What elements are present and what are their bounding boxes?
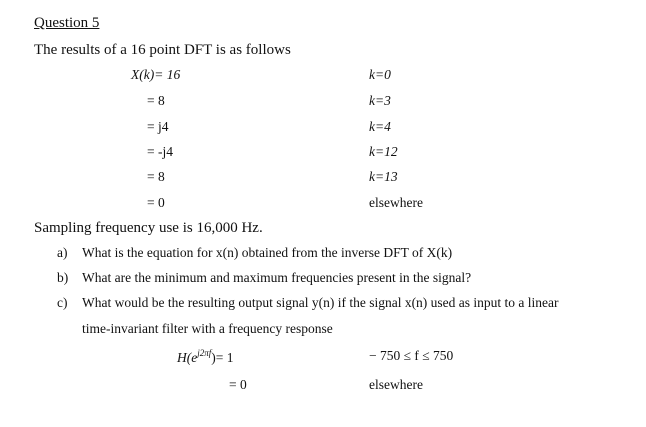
filter-response-lhs [177,349,234,365]
sampling-note: Sampling frequency use is 16,000 Hz. [34,220,263,236]
dft-row-2-lhs: = j4 [147,119,169,134]
dft-row-4-rhs: k=13 [369,169,398,184]
dft-row-4-lhs: = 8 [147,169,165,184]
dft-row-3-lhs: = -j4 [147,144,173,159]
dft-row-5-rhs: elsewhere [369,195,423,210]
question-intro: The results of a 16 point DFT is as follows [34,42,291,58]
part-c-text-line1: What would be the resulting output signal y(n) if the signal x(n) used as input to a linear [82,295,559,310]
dft-row-5-lhs: = 0 [147,195,165,210]
part-a-label: a) [57,245,68,260]
part-b-label: b) [57,270,69,285]
part-c-label: c) [57,295,68,310]
filter-row1-rhs: − 750 ≤ f ≤ 750 [369,348,454,363]
part-a-text: What is the equation for x(n) obtained from the inverse DFT of X(k) [82,245,453,260]
dft-row-3-rhs: k=12 [369,144,398,159]
part-c-text-line2: time-invariant filter with a frequency response [82,321,333,336]
filter-h-suffix: )= 1 [211,350,234,365]
part-b-text: What are the minimum and maximum frequencies present in the signal? [82,270,472,285]
dft-row-2-rhs: k=4 [369,119,391,134]
filter-row2-rhs: elsewhere [369,377,423,392]
dft-row-1-lhs: = 8 [147,93,165,108]
dft-row-0-lhs: X(k)= 16 [131,67,181,82]
filter-h-exponent: j2πf [197,348,212,358]
filter-row2-lhs: = 0 [229,377,247,392]
dft-row-1-rhs: k=3 [369,93,391,108]
question-title: Question 5 [34,15,100,31]
dft-row-0-rhs: k=0 [369,67,391,82]
filter-h-prefix: H(e [177,350,198,365]
